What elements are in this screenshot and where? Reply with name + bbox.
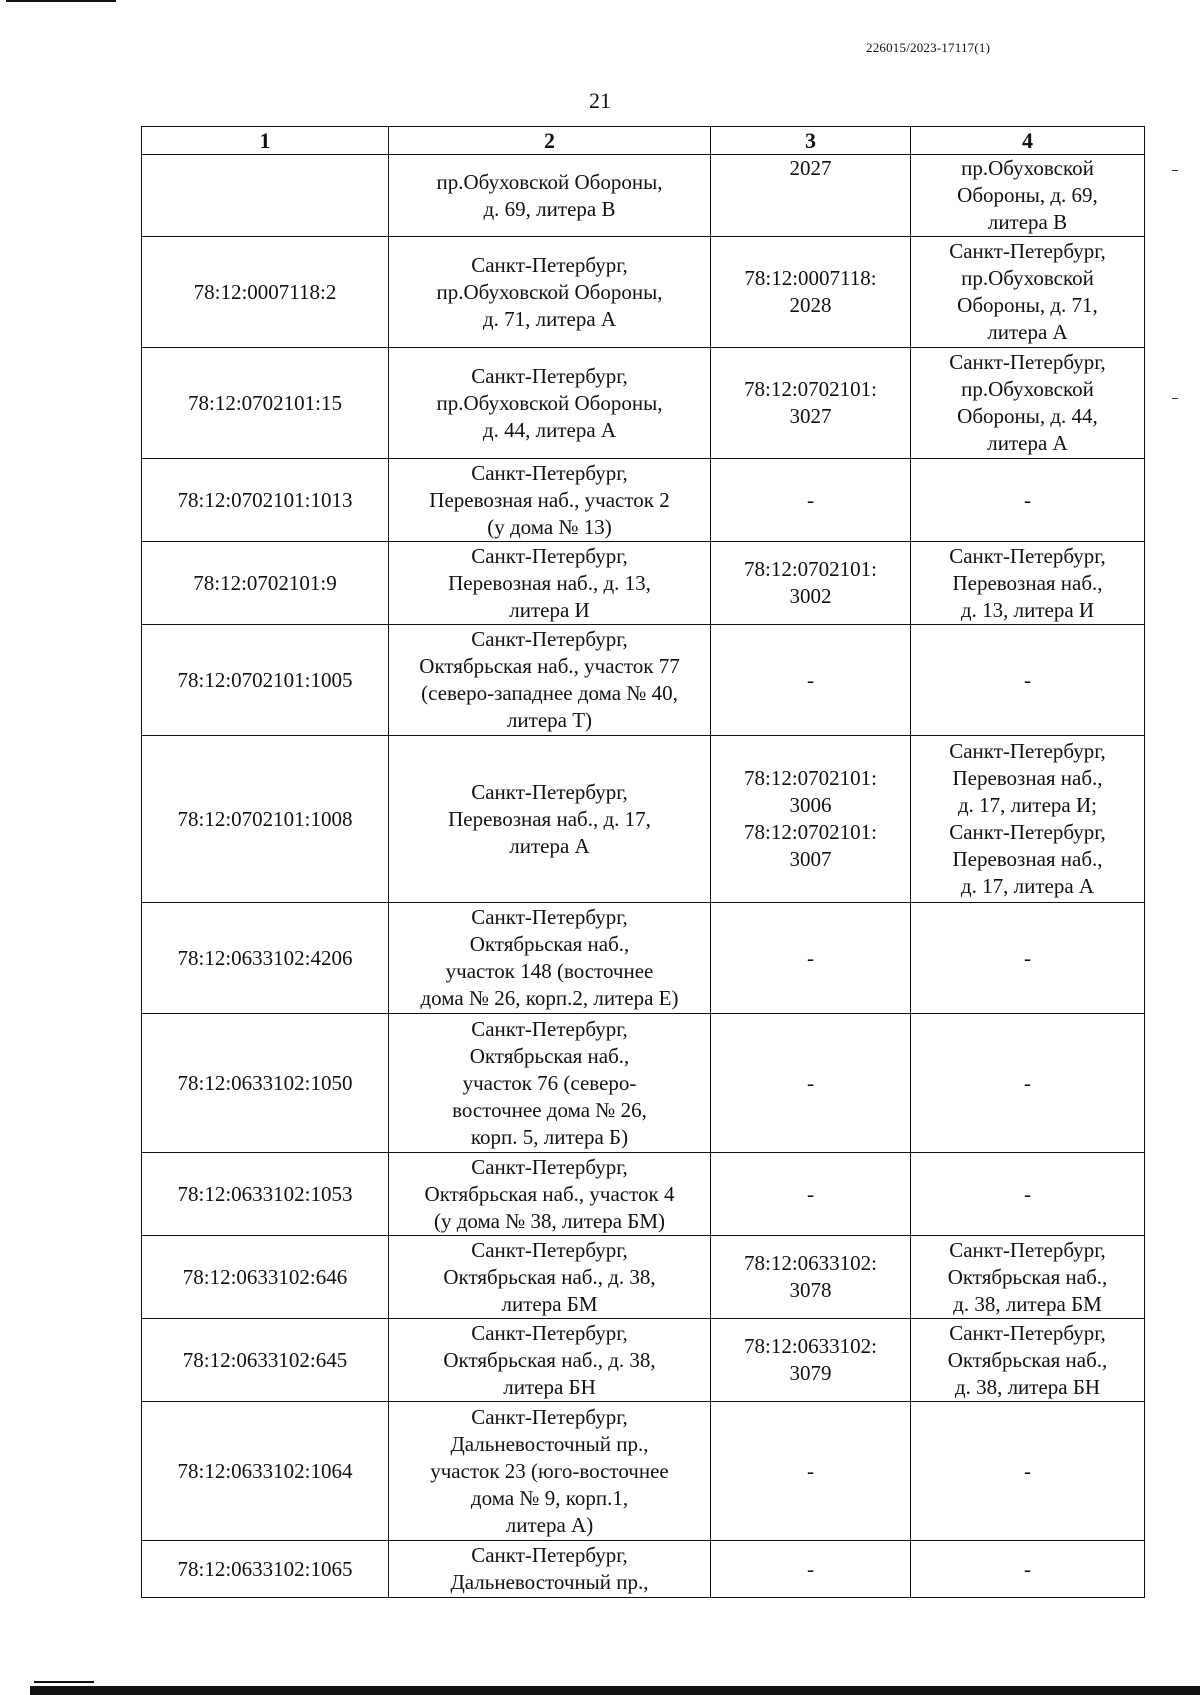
land-plots-table xyxy=(141,126,1145,1598)
document-id: 226015/2023-17117(1) xyxy=(866,40,991,55)
cell-col-2: Санкт-Петербург, Перевозная наб., д. 13, литера И xyxy=(389,542,711,625)
cell-col-2: Санкт-Петербург, пр.Обуховской Обороны, д. 44, литера А xyxy=(389,348,711,459)
cell-col-1: 78:12:0702101:9 xyxy=(142,542,389,625)
cell-col-2: Санкт-Петербург, Октябрьская наб., д. 38, литера БМ xyxy=(389,1236,711,1319)
cell-col-2: Санкт-Петербург, Перевозная наб., д. 17, литера А xyxy=(389,736,711,903)
table-row xyxy=(142,625,1145,736)
cell-col-4: - xyxy=(911,1541,1145,1598)
table-row xyxy=(142,1319,1145,1402)
margin-mark xyxy=(1172,170,1178,171)
cell-col-2: Санкт-Петербург, Октябрьская наб., участок 76 (северо- восточнее дома № 26, корп. 5, литера Б) xyxy=(389,1014,711,1153)
cell-col-1: 78:12:0633102:1064 xyxy=(142,1402,389,1541)
cell-col-3: - xyxy=(711,1541,911,1598)
cell-col-2: Санкт-Петербург, Октябрьская наб., участок 77 (северо-западнее дома № 40, литера Т) xyxy=(389,625,711,736)
cell-col-1: 78:12:0633102:1053 xyxy=(142,1153,389,1236)
cell-col-3: 78:12:0633102: 3079 xyxy=(711,1319,911,1402)
cell-col-4: - xyxy=(911,459,1145,542)
table-row xyxy=(142,1236,1145,1319)
cell-col-1: 78:12:0007118:2 xyxy=(142,237,389,348)
column-header-2: 2 xyxy=(389,127,711,155)
table-row xyxy=(142,736,1145,903)
table-body xyxy=(142,155,1145,1598)
cell-col-3: - xyxy=(711,903,911,1014)
cell-col-3: - xyxy=(711,1014,911,1153)
cell-col-3: 78:12:0702101: 3002 xyxy=(711,542,911,625)
table-row xyxy=(142,903,1145,1014)
margin-mark xyxy=(1172,398,1178,399)
cell-col-1: 78:12:0702101:1013 xyxy=(142,459,389,542)
cell-col-2: Санкт-Петербург, Октябрьская наб., д. 38, литера БН xyxy=(389,1319,711,1402)
cell-col-1: 78:12:0633102:1065 xyxy=(142,1541,389,1598)
column-header-3: 3 xyxy=(711,127,911,155)
cell-col-3: - xyxy=(711,625,911,736)
cell-col-1: 78:12:0633102:1050 xyxy=(142,1014,389,1153)
cell-col-3: 78:12:0007118: 2028 xyxy=(711,237,911,348)
cell-col-4: - xyxy=(911,1014,1145,1153)
table-row xyxy=(142,459,1145,542)
scan-corner-mark xyxy=(6,0,116,2)
cell-col-2: Санкт-Петербург, пр.Обуховской Обороны, д. 71, литера А xyxy=(389,237,711,348)
cell-col-4: - xyxy=(911,625,1145,736)
column-header-4: 4 xyxy=(911,127,1145,155)
cell-col-2: Санкт-Петербург, Октябрьская наб., участок 148 (восточнее дома № 26, корп.2, литера Е) xyxy=(389,903,711,1014)
table-row xyxy=(142,1153,1145,1236)
table-row xyxy=(142,1402,1145,1541)
cell-col-4: Санкт-Петербург, Перевозная наб., д. 13, литера И xyxy=(911,542,1145,625)
cell-col-1: 78:12:0702101:15 xyxy=(142,348,389,459)
cell-col-2: Санкт-Петербург, Дальневосточный пр., xyxy=(389,1541,711,1598)
cell-col-4: - xyxy=(911,903,1145,1014)
table-row xyxy=(142,237,1145,348)
page-number: 21 xyxy=(589,88,611,113)
cell-col-3: 2027 xyxy=(711,155,911,237)
scan-bottom-edge xyxy=(30,1686,1200,1695)
cell-col-3: 78:12:0702101: 3006 78:12:0702101: 3007 xyxy=(711,736,911,903)
cell-col-3: - xyxy=(711,1402,911,1541)
cell-col-1: 78:12:0702101:1008 xyxy=(142,736,389,903)
cell-col-2: Санкт-Петербург, Дальневосточный пр., участок 23 (юго-восточнее дома № 9, корп.1, литера А) xyxy=(389,1402,711,1541)
cell-col-4: Санкт-Петербург, пр.Обуховской Обороны, д. 71, литера А xyxy=(911,237,1145,348)
table-header-row xyxy=(142,127,1145,155)
cell-col-4: пр.Обуховской Обороны, д. 69, литера В xyxy=(911,155,1145,237)
cell-col-4: Санкт-Петербург, Перевозная наб., д. 17, литера И; Санкт-Петербург, Перевозная наб., д. 17, литера А xyxy=(911,736,1145,903)
table-row xyxy=(142,1541,1145,1598)
column-header-1: 1 xyxy=(142,127,389,155)
cell-col-1 xyxy=(142,155,389,237)
cell-col-1: 78:12:0633102:4206 xyxy=(142,903,389,1014)
cell-col-4: Санкт-Петербург, Октябрьская наб., д. 38, литера БМ xyxy=(911,1236,1145,1319)
cell-col-2: Санкт-Петербург, Перевозная наб., участок 2 (у дома № 13) xyxy=(389,459,711,542)
cell-col-3: - xyxy=(711,1153,911,1236)
cell-col-1: 78:12:0702101:1005 xyxy=(142,625,389,736)
cell-col-1: 78:12:0633102:645 xyxy=(142,1319,389,1402)
cell-col-4: Санкт-Петербург, Октябрьская наб., д. 38, литера БН xyxy=(911,1319,1145,1402)
table-row xyxy=(142,1014,1145,1153)
cell-col-2: пр.Обуховской Обороны, д. 69, литера В xyxy=(389,155,711,237)
cell-col-4: Санкт-Петербург, пр.Обуховской Обороны, д. 44, литера А xyxy=(911,348,1145,459)
table-row xyxy=(142,542,1145,625)
cell-col-2: Санкт-Петербург, Октябрьская наб., участок 4 (у дома № 38, литера БМ) xyxy=(389,1153,711,1236)
cell-col-1: 78:12:0633102:646 xyxy=(142,1236,389,1319)
table-row xyxy=(142,348,1145,459)
cell-col-3: - xyxy=(711,459,911,542)
cell-col-4: - xyxy=(911,1402,1145,1541)
table-row xyxy=(142,155,1145,237)
cell-col-4: - xyxy=(911,1153,1145,1236)
cell-col-3: 78:12:0633102: 3078 xyxy=(711,1236,911,1319)
cell-col-3: 78:12:0702101: 3027 xyxy=(711,348,911,459)
scan-edge-mark xyxy=(34,1681,94,1683)
